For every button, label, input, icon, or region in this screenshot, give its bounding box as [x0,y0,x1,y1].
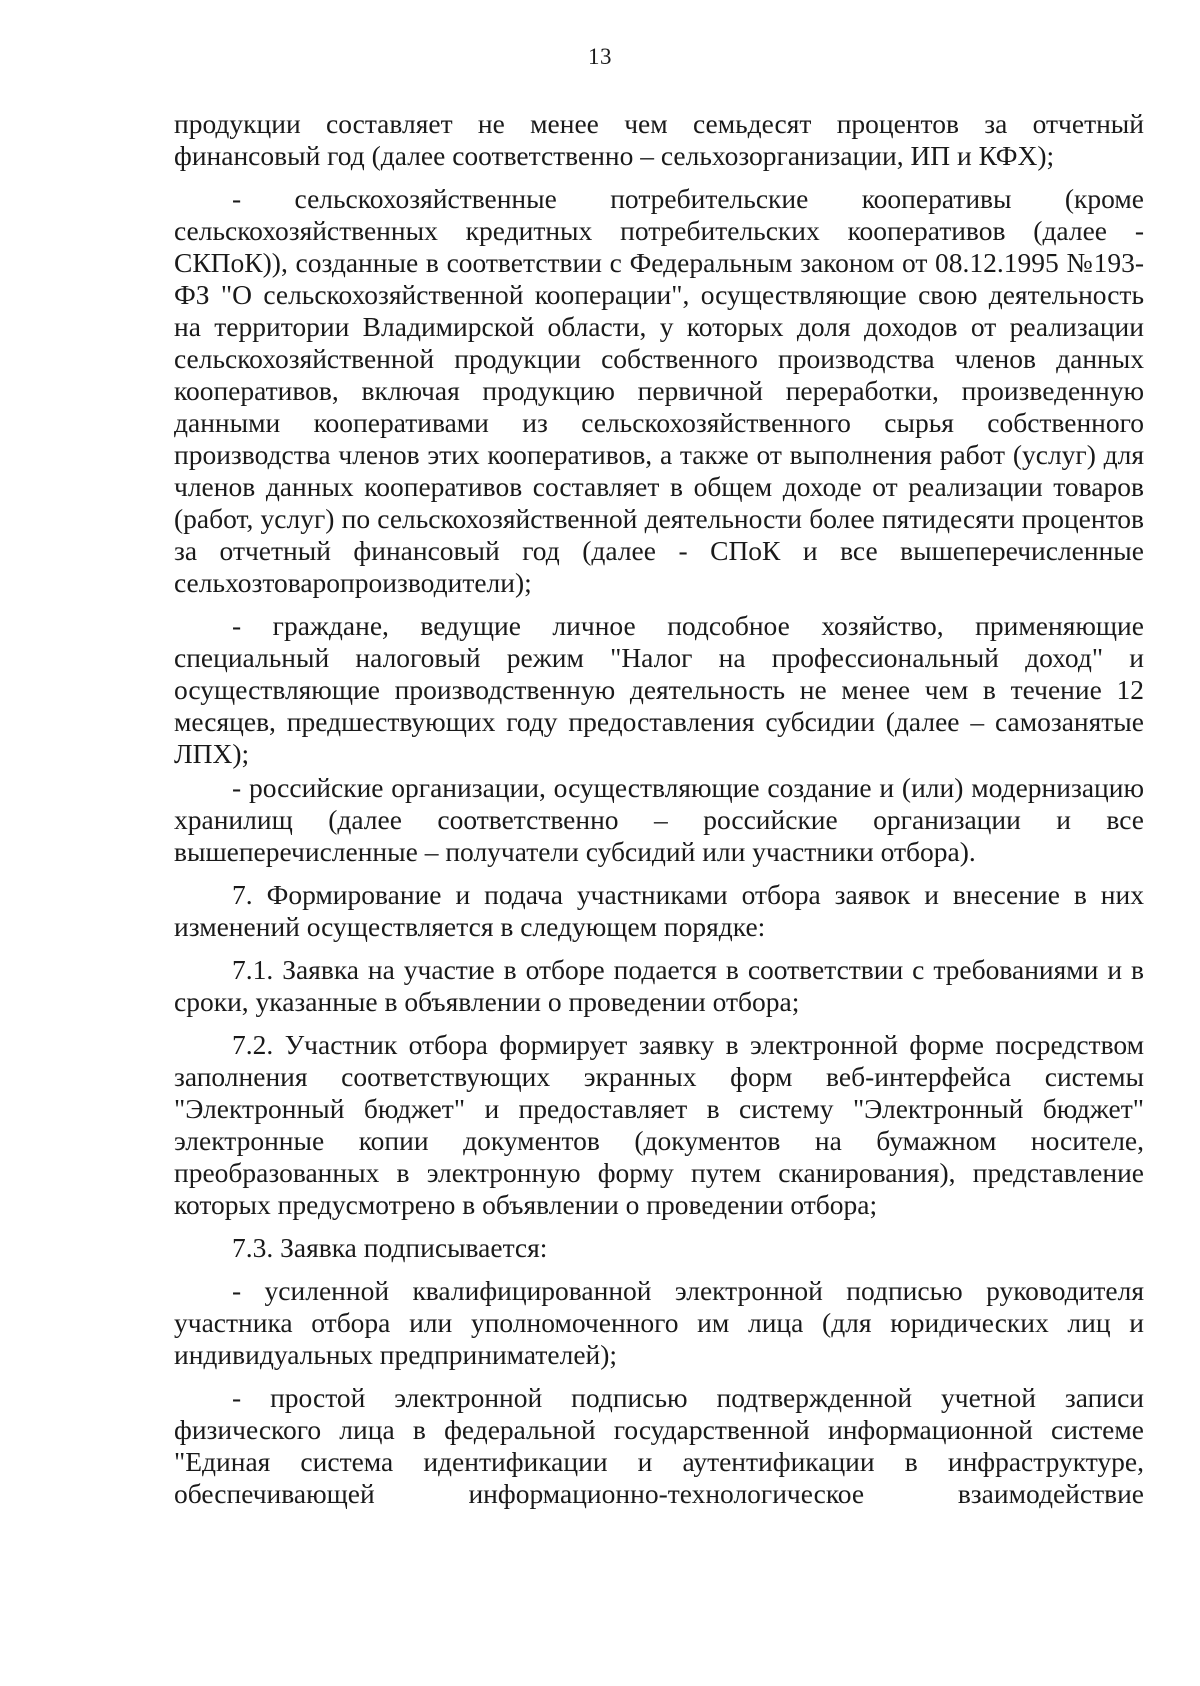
page-number: 13 [588,44,612,69]
paragraph-spok: - сельскохозяйственные потребительские кооперативы (кроме сельскохозяйственных кредитных потребительских кооперативов (далее - СКПоК)), созданные в соответствии с Федеральным законом от 08.12.1995 №193-ФЗ "О сельскохозяйственной кооперации", осуществляющие свою деятельность на территории Владимирской области, у которых доля доходов от реализации сельскохозяйственной продукции собственного производства членов данных кооперативов, включая продукцию первичной переработки, произведенную данными кооперативами из сельскохозяйственного сырья собственного производства членов этих кооперативов, а также от выполнения работ (услуг) для членов данных кооперативов составляет в общем доходе от реализации товаров (работ, услуг) по сельскохозяйственной деятельности более пятидесяти процентов за отчетный финансовый год (далее - СПоК и все вышеперечисленные сельхозтоваропроизводители); [174,183,1144,598]
paragraph-section-7: 7. Формирование и подача участниками отбора заявок и внесение в них изменений осуществляется в следующем порядке: [174,879,1144,942]
paragraph-continuation: продукции составляет не менее чем семьдесят процентов за отчетный финансовый год (далее соответственно – сельхозорганизации, ИП и КФХ); [174,108,1144,171]
document-body [174,108,1144,1510]
paragraph-7-3: 7.3. Заявка подписывается: [232,1232,548,1263]
paragraph-simple-signature: - простой электронной подписью подтвержденной учетной записи физического лица в федеральной государственной информационной системе "Единая система идентификации и аутентификации в инфраструктуре, обеспечивающей информационно-технологическое взаимодействие [174,1382,1144,1509]
paragraph-samozanyatye-lph: - граждане, ведущие личное подсобное хозяйство, применяющие специальный налоговый режим "Налог на профессиональный доход" и осуществляющие производственную деятельность не менее чем в течение 12 месяцев, предшествующих году предоставления субсидии (далее – самозанятые ЛПХ); [174,610,1144,769]
paragraph-russian-organizations: - российские организации, осуществляющие создание и (или) модернизацию хранилищ (далее соответственно – российские организации и все вышеперечисленные – получатели субсидий или участники отбора). [174,772,1144,867]
paragraph-qualified-signature: - усиленной квалифицированной электронной подписью руководителя участника отбора или уполномоченного им лица (для юридических лиц и индивидуальных предпринимателей); [174,1275,1144,1370]
paragraph-7-1: 7.1. Заявка на участие в отборе подается в соответствии с требованиями и в сроки, указанные в объявлении о проведении отбора; [174,954,1144,1017]
paragraph-7-2: 7.2. Участник отбора формирует заявку в электронной форме посредством заполнения соответствующих экранных форм веб-интерфейса системы "Электронный бюджет" и предоставляет в систему "Электронный бюджет" электронные копии документов (документов на бумажном носителе, преобразованных в электронную форму путем сканирования), представление которых предусмотрено в объявлении о проведении отбора; [174,1029,1144,1220]
